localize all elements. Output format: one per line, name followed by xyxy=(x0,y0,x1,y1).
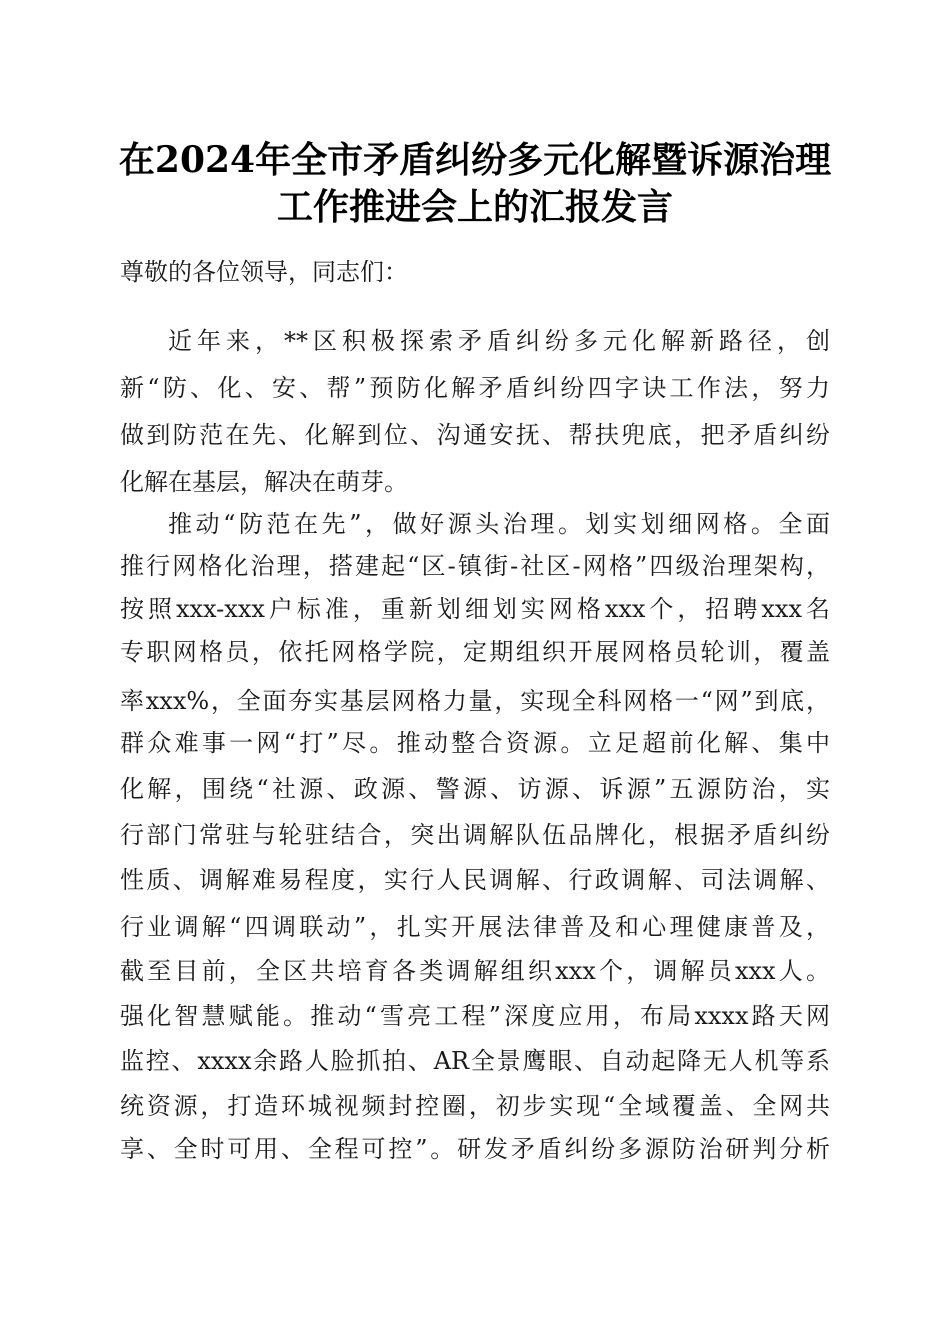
paragraph-2-line: 推行网格化治理，搭建起“区-镇街-社区-网格”四级治理架构， xyxy=(120,552,830,580)
paragraph-1-line: 近年来，**区积极探索矛盾纠纷多元化解新路径，创 xyxy=(168,327,830,355)
salutation: 尊敬的各位领导，同志们： xyxy=(120,258,408,286)
paragraph-2-line: 按照xxx-xxx户标准，重新划细划实网格xxx个，招聘xxx名 xyxy=(120,595,830,623)
paragraph-2-line: 行部门常驻与轮驻结合，突出调解队伍品牌化，根据矛盾纠纷 xyxy=(120,821,830,849)
paragraph-2-line: 专职网格员，依托网格学院，定期组织开展网格员轮训，覆盖 xyxy=(120,638,830,666)
paragraph-2-line: 统资源，打造环城视频封控圈，初步实现“全域覆盖、全网共 xyxy=(120,1092,830,1120)
paragraph-2-line: 性质、调解难易程度，实行人民调解、行政调解、司法调解、 xyxy=(120,866,830,894)
paragraph-2-line: 享、全时可用、全程可控”。研发矛盾纠纷多源防治研判分析 xyxy=(120,1135,830,1163)
paragraph-2-line: 率xxx%，全面夯实基层网格力量，实现全科网格一“网”到底， xyxy=(120,687,830,715)
paragraph-2-line: 截至目前，全区共培育各类调解组织xxx个，调解员xxx人。 xyxy=(120,957,830,985)
paragraph-2-line: 监控、xxxx余路人脸抓拍、AR全景鹰眼、自动起降无人机等系 xyxy=(120,1047,830,1075)
paragraph-1-line: 新“防、化、安、帮”预防化解矛盾纠纷四字诀工作法，努力 xyxy=(120,374,830,402)
paragraph-2-line: 化解，围绕“社源、政源、警源、访源、诉源”五源防治，实 xyxy=(120,775,830,803)
paragraph-2-line: 推动“防范在先”，做好源头治理。划实划细网格。全面 xyxy=(168,510,830,538)
paragraph-1-line: 化解在基层，解决在萌芽。 xyxy=(120,468,408,496)
paragraph-2-line: 行业调解“四调联动”，扎实开展法律普及和心理健康普及， xyxy=(120,913,830,941)
document-title-line-1: 在2024年全市矛盾纠纷多元化解暨诉源治理 xyxy=(118,139,832,181)
paragraph-2-line: 群众难事一网“打”尽。推动整合资源。立足超前化解、集中 xyxy=(120,729,830,757)
paragraph-2-line: 强化智慧赋能。推动“雪亮工程”深度应用，布局xxxx路天网 xyxy=(120,1002,830,1030)
document-title-line-2: 工作推进会上的汇报发言 xyxy=(276,186,673,228)
paragraph-1-line: 做到防范在先、化解到位、沟通安抚、帮扶兜底，把矛盾纠纷 xyxy=(120,421,830,449)
